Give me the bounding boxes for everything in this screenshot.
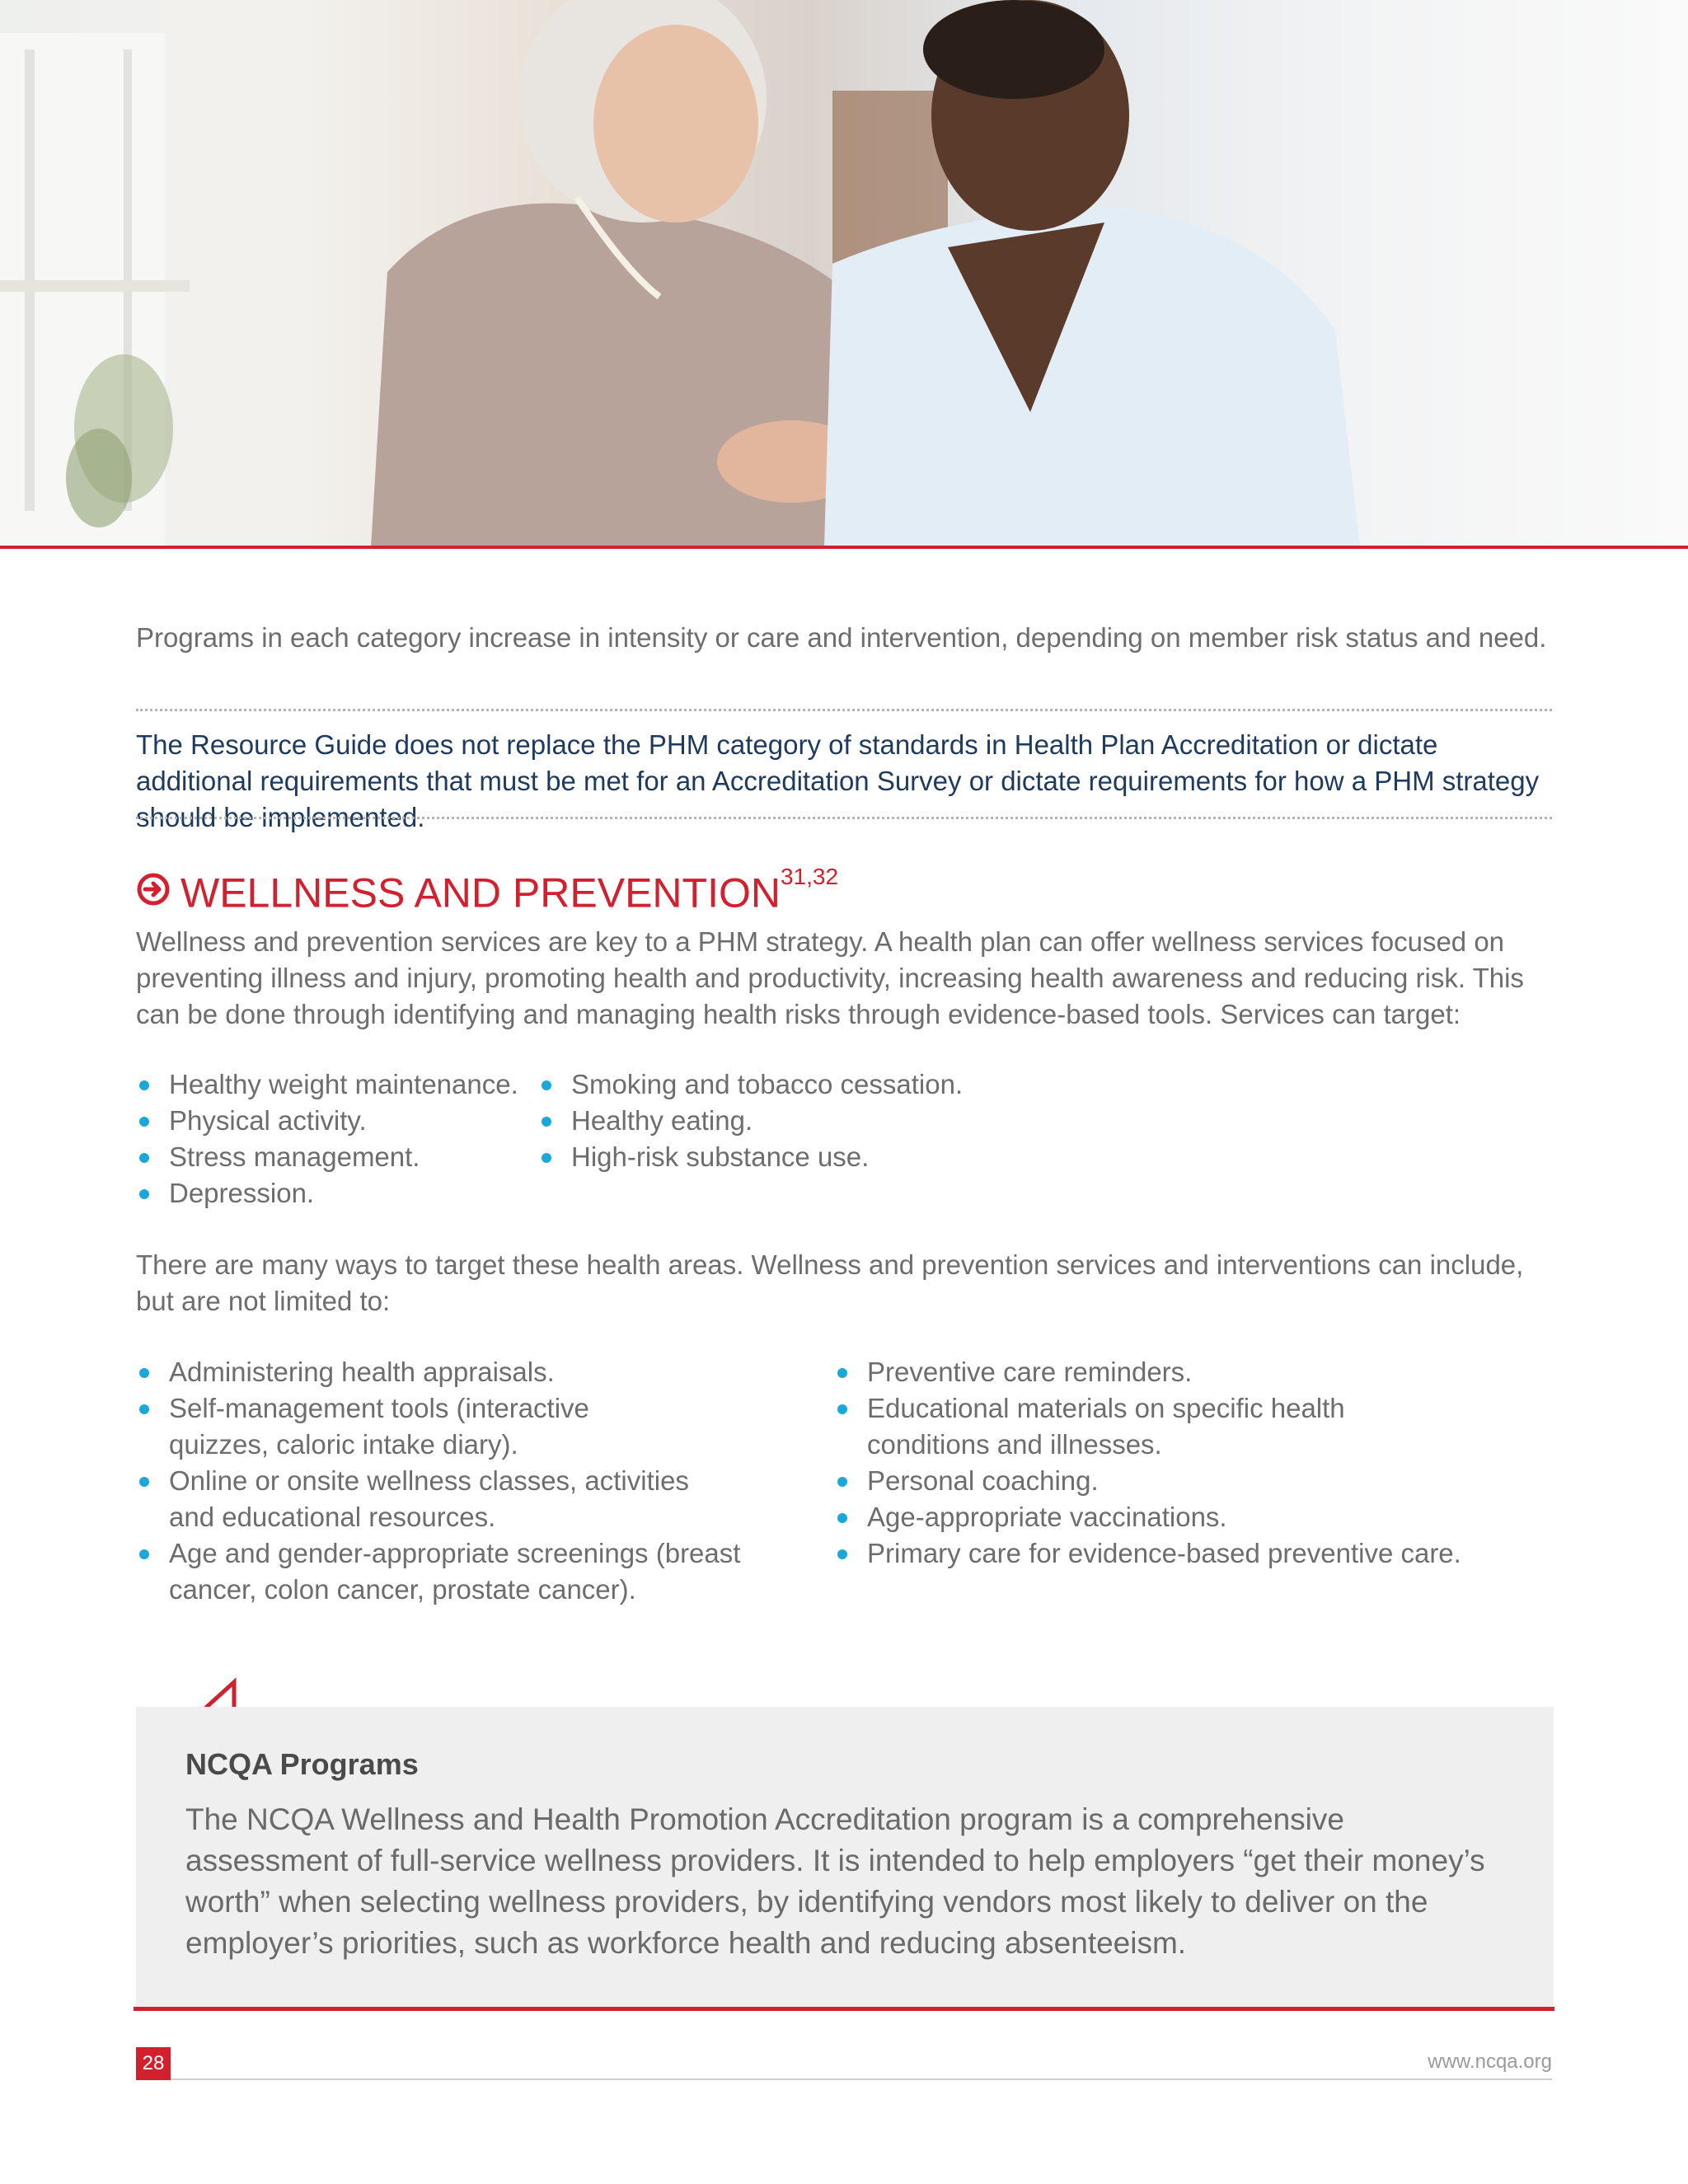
- list-item: [834, 1390, 1362, 1463]
- ways-list-col1: [136, 1354, 820, 1608]
- bullet-icon: [139, 1404, 149, 1414]
- bullet-icon: [139, 1080, 149, 1090]
- hero-divider: [0, 546, 1688, 549]
- footer-url: www.ncqa.org: [1428, 2050, 1552, 2073]
- list-item-text: Healthy weight maintenance.: [169, 1069, 518, 1099]
- bullet-icon: [837, 1477, 847, 1487]
- resource-guide-note: The Resource Guide does not replace the PHM category of standards in Health Plan Accreditation or dictate additional requirements that must be met for an Accreditation Survey or dictate requirements for how a PHM strategy should be implemented.: [136, 729, 1540, 832]
- bullet-icon: [139, 1117, 149, 1127]
- ways-list-col2: [834, 1354, 1543, 1572]
- list-item: [136, 1535, 820, 1608]
- arrow-right-circle-icon: [136, 872, 171, 907]
- hero-photo: [0, 0, 1688, 547]
- list-item-text: Personal coaching.: [867, 1465, 1099, 1496]
- list-item-text: Preventive care reminders.: [867, 1357, 1193, 1387]
- bullet-icon: [542, 1117, 551, 1127]
- list-item: [136, 1463, 696, 1535]
- list-item: [136, 1066, 523, 1103]
- targets-list-col2: [538, 1066, 1115, 1175]
- bullet-icon: [139, 1153, 149, 1163]
- list-item-text: Smoking and tobacco cessation.: [571, 1069, 964, 1099]
- intro-paragraph: Programs in each category increase in intensity or care and intervention, depending on member risk status and need.: [136, 622, 1547, 653]
- list-item-text: Online or onsite wellness classes, activities and educational resources.: [169, 1465, 689, 1532]
- targets-list-col1: [136, 1066, 523, 1212]
- dotted-divider-top: [136, 709, 1552, 711]
- bullet-icon: [139, 1189, 149, 1199]
- list-item: [538, 1066, 1115, 1103]
- bullet-icon: [139, 1549, 149, 1559]
- dotted-divider-bottom: [136, 817, 1552, 819]
- list-item: [834, 1463, 1543, 1499]
- list-item-text: Age-appropriate vaccinations.: [867, 1502, 1227, 1532]
- list-item-text: Primary care for evidence-based preventive care.: [867, 1538, 1461, 1568]
- ways-paragraph: There are many ways to target these health areas. Wellness and prevention services and interventions can include, but are not limited to:: [136, 1249, 1524, 1316]
- callout-tab-outline: [134, 1657, 1556, 1711]
- callout-title: NCQA Programs: [185, 1747, 419, 1781]
- list-item-text: Administering health appraisals.: [169, 1357, 555, 1387]
- list-item: [136, 1390, 696, 1463]
- bullet-icon: [837, 1404, 847, 1414]
- list-item: [834, 1354, 1543, 1390]
- bullet-icon: [837, 1368, 847, 1378]
- list-item-text: Educational materials on specific health conditions and illnesses.: [867, 1393, 1345, 1460]
- list-item: [136, 1103, 523, 1139]
- list-item: [136, 1354, 820, 1390]
- hero-illustration: [0, 0, 1688, 547]
- section-paragraph: Wellness and prevention services are key to a PHM strategy. A health plan can offer wellness services focused on preventing illness and injury, promoting health and productivity, increasing health awareness and reducing risk. This can be done through identifying and managing health risks through evidence-based tools. Services can target:: [136, 926, 1524, 1029]
- bullet-icon: [837, 1549, 847, 1559]
- section-heading: [136, 862, 838, 916]
- list-item-text: Depression.: [169, 1178, 315, 1208]
- list-item-text: Physical activity.: [169, 1105, 367, 1136]
- bullet-icon: [139, 1477, 149, 1487]
- list-item: [538, 1103, 1115, 1139]
- list-item-text: High-risk substance use.: [571, 1141, 870, 1172]
- list-item: [834, 1499, 1543, 1535]
- list-item: [136, 1175, 523, 1212]
- list-item-text: Age and gender-appropriate screenings (breast cancer, colon cancer, prostate cancer).: [169, 1538, 741, 1605]
- bullet-icon: [139, 1368, 149, 1378]
- section-title: [181, 860, 838, 918]
- bullet-icon: [542, 1080, 551, 1090]
- section-superscript: 31,32: [780, 864, 839, 890]
- callout-text: The NCQA Wellness and Health Promotion Accreditation program is a comprehensive assessment of full-service wellness providers. It is intended to help employers “get their money’s worth” when selecting wellness providers, by identifying vendors most likely to deliver on the employer’s priorities, such as workforce health and reducing absenteeism.: [185, 1802, 1485, 1960]
- list-item-text: Stress management.: [169, 1141, 420, 1172]
- page-number: 28: [136, 2047, 171, 2080]
- list-item: [538, 1139, 1115, 1175]
- footer-divider: [171, 2079, 1552, 2080]
- list-item-text: Self-management tools (interactive quizzes, caloric intake diary).: [169, 1393, 589, 1460]
- list-item: [136, 1139, 523, 1175]
- bullet-icon: [837, 1513, 847, 1523]
- callout-bottom-rule: [134, 2007, 1554, 2011]
- bullet-icon: [542, 1153, 551, 1163]
- list-item: [834, 1535, 1543, 1572]
- section-title-text: WELLNESS AND PREVENTION: [181, 869, 781, 916]
- list-item-text: Healthy eating.: [571, 1105, 753, 1136]
